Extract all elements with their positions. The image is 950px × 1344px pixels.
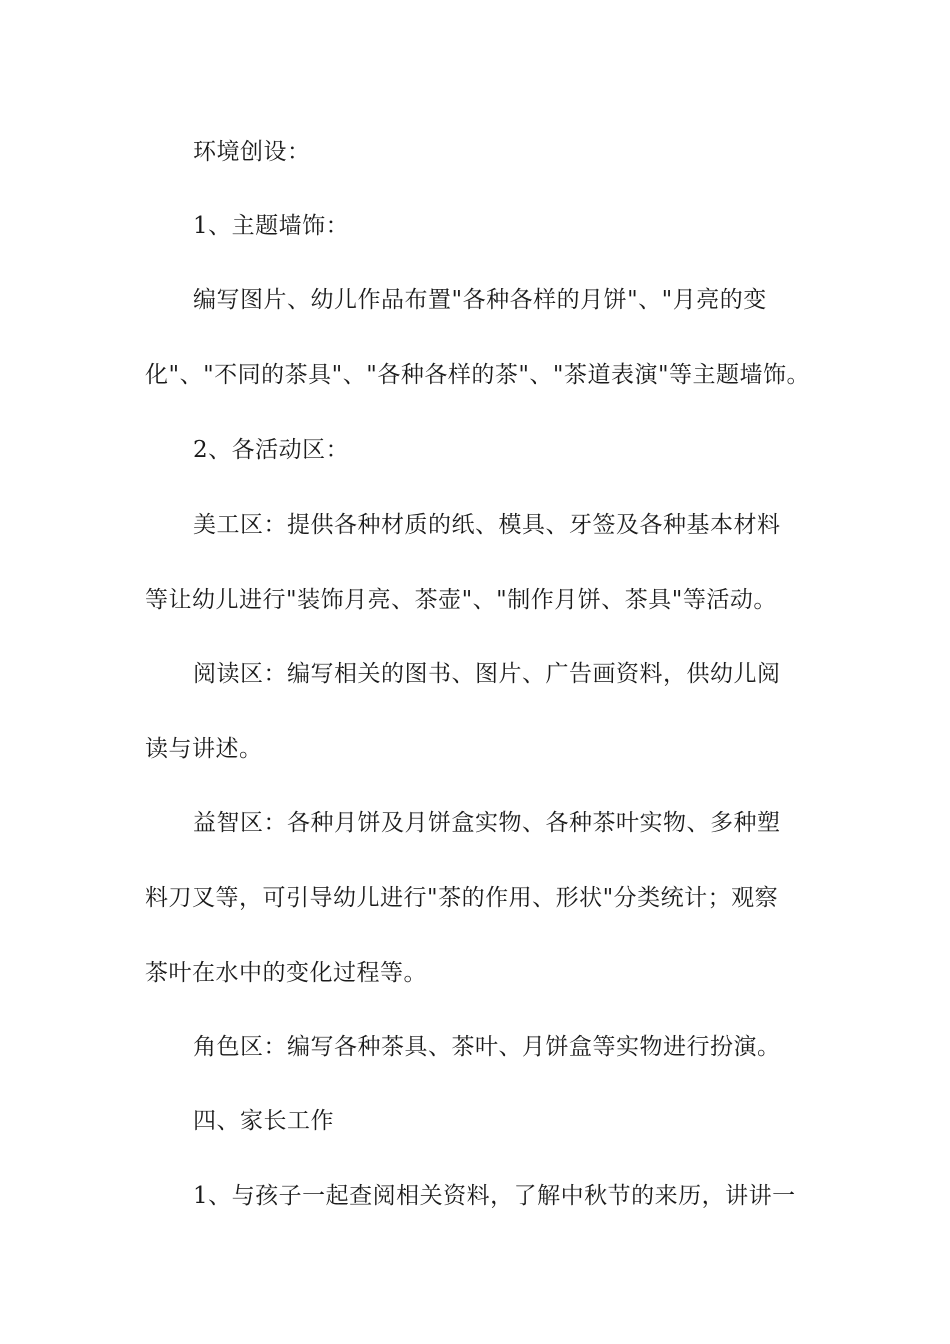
paragraph-reading-area-line-2: 读与讲述。 — [145, 736, 263, 762]
paragraph-role-area: 角色区：编写各种茶具、茶叶、月饼盒等实物进行扮演。 — [193, 1034, 781, 1060]
paragraph-theme-wall-line-1: 编写图片、幼儿作品布置"各种各样的月饼"、"月亮的变 — [193, 287, 767, 313]
paragraph-parent-work-line-1: 1、与孩子一起查阅相关资料，了解中秋节的来历，讲讲一 — [193, 1183, 796, 1209]
subheading-activity-areas: 2、各活动区： — [193, 437, 350, 463]
paragraph-theme-wall-line-2: 化"、"不同的茶具"、"各种各样的茶"、"茶道表演"等主题墙饰。 — [145, 362, 811, 388]
paragraph-puzzle-area-line-3: 茶叶在水中的变化过程等。 — [145, 960, 427, 986]
paragraph-puzzle-area-line-2: 料刀叉等，可引导幼儿进行"茶的作用、形状"分类统计；观察 — [145, 885, 779, 911]
heading-environment: 环境创设： — [193, 139, 311, 165]
paragraph-art-area-line-1: 美工区：提供各种材质的纸、模具、牙签及各种基本材料 — [193, 512, 781, 538]
paragraph-puzzle-area-line-1: 益智区：各种月饼及月饼盒实物、各种茶叶实物、多种塑 — [193, 810, 781, 836]
heading-parent-work: 四、家长工作 — [193, 1108, 334, 1134]
paragraph-art-area-line-2: 等让幼儿进行"装饰月亮、茶壶"、"制作月饼、茶具"等活动。 — [145, 587, 777, 613]
subheading-theme-wall: 1、主题墙饰： — [193, 213, 350, 239]
paragraph-reading-area-line-1: 阅读区：编写相关的图书、图片、广告画资料，供幼儿阅 — [193, 661, 781, 687]
